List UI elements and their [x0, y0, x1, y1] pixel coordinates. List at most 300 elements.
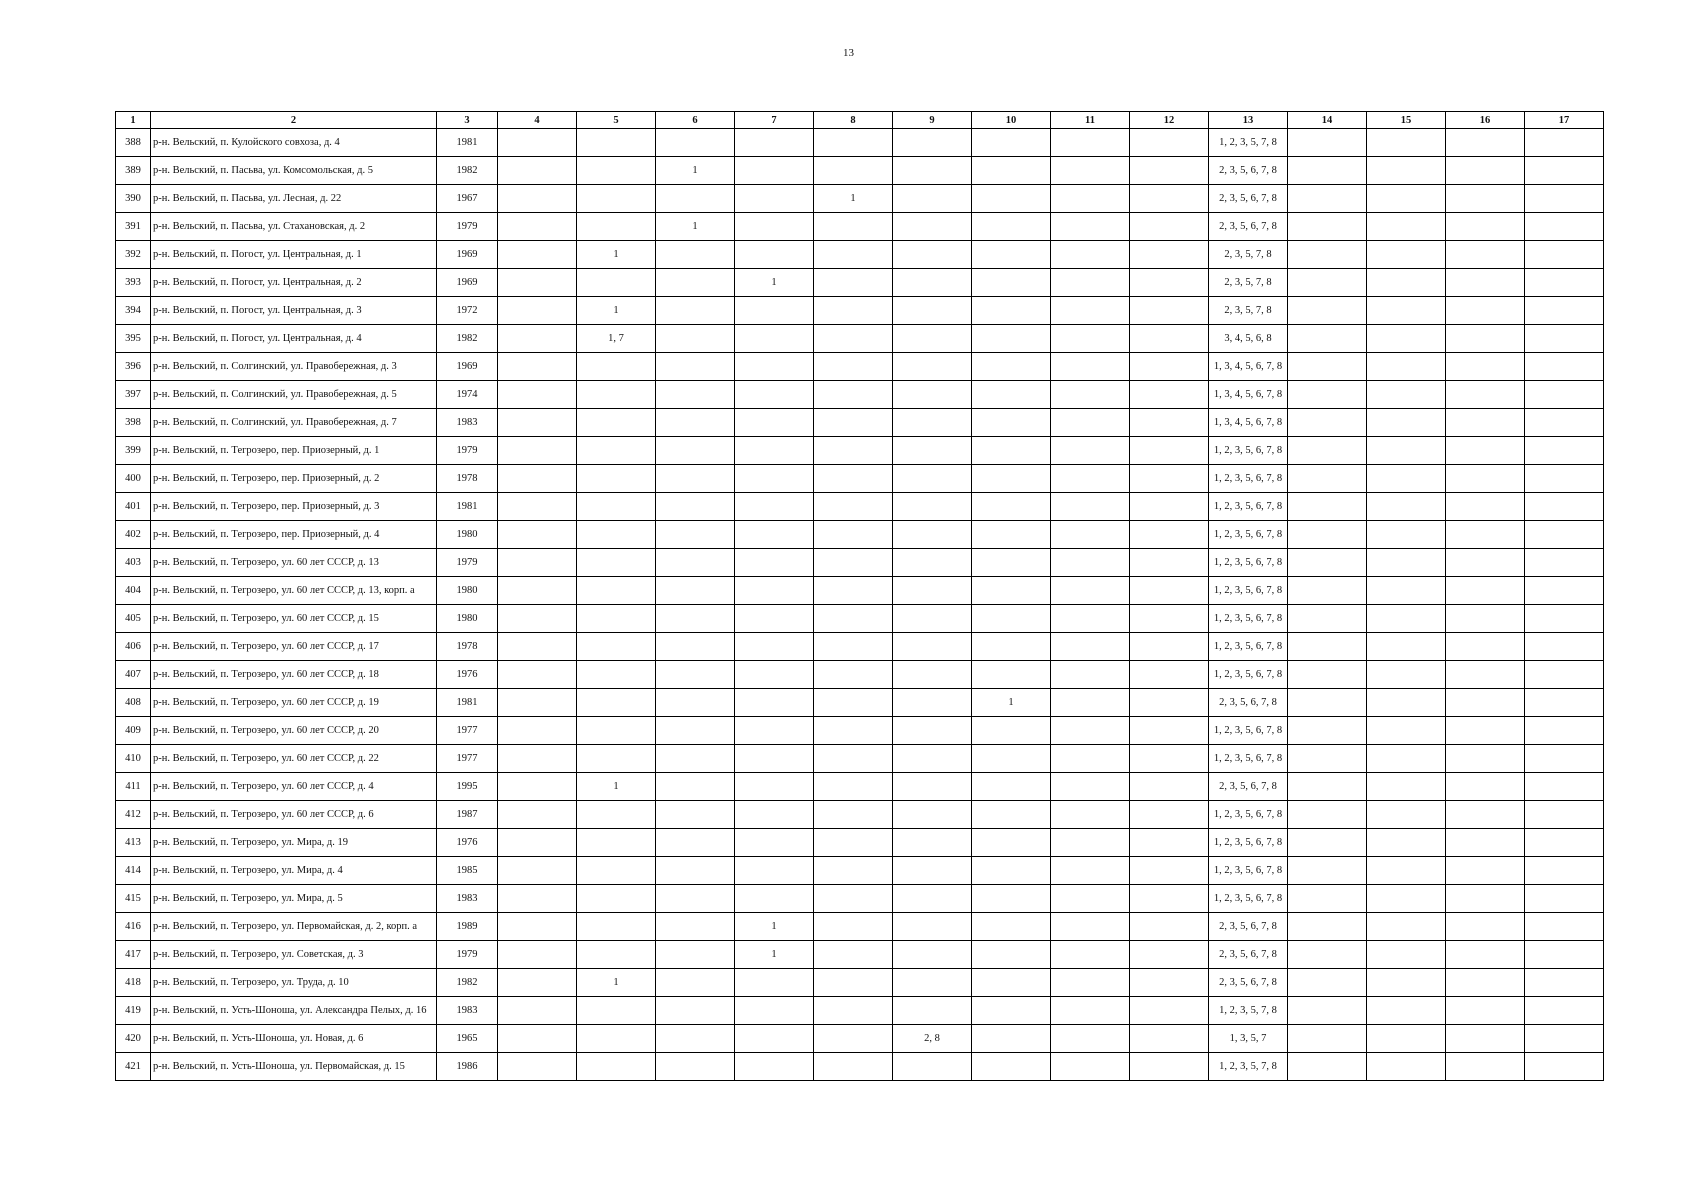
table-row — [116, 493, 1604, 521]
table-cell — [1288, 493, 1367, 521]
table-cell — [814, 857, 893, 885]
table-cell: 1, 2, 3, 5, 6, 7, 8 — [1209, 437, 1288, 465]
table-cell — [1288, 409, 1367, 437]
table-cell — [1446, 381, 1525, 409]
address-cell: р-н. Вельский, п. Тегрозеро, ул. Труда, д. 10 — [151, 969, 437, 997]
table-cell — [1288, 745, 1367, 773]
table-cell — [1130, 297, 1209, 325]
table-cell — [656, 605, 735, 633]
table-cell: 2, 3, 5, 6, 7, 8 — [1209, 689, 1288, 717]
table-cell — [1288, 941, 1367, 969]
table-cell — [1130, 465, 1209, 493]
table-cell — [972, 661, 1051, 689]
table-cell — [972, 717, 1051, 745]
table-cell — [735, 1025, 814, 1053]
table-cell — [498, 157, 577, 185]
table-cell — [498, 129, 577, 157]
table-cell — [577, 353, 656, 381]
table-cell: 1969 — [437, 269, 498, 297]
table-cell — [893, 801, 972, 829]
table-cell — [656, 185, 735, 213]
table-cell — [1446, 717, 1525, 745]
table-cell: 1, 2, 3, 5, 6, 7, 8 — [1209, 577, 1288, 605]
table-cell — [972, 521, 1051, 549]
table-cell — [1130, 857, 1209, 885]
table-cell — [656, 1053, 735, 1081]
table-cell — [1525, 325, 1604, 353]
table-cell — [1367, 493, 1446, 521]
table-cell: 1986 — [437, 1053, 498, 1081]
table-cell: 1978 — [437, 465, 498, 493]
table-cell — [1525, 409, 1604, 437]
table-cell — [1051, 409, 1130, 437]
table-row — [116, 913, 1604, 941]
table-cell — [1446, 661, 1525, 689]
table-cell — [577, 633, 656, 661]
table-cell — [814, 661, 893, 689]
table-row — [116, 773, 1604, 801]
table-cell — [1288, 297, 1367, 325]
table-cell — [1051, 857, 1130, 885]
table-cell — [972, 997, 1051, 1025]
table-row — [116, 661, 1604, 689]
column-header-3: 3 — [437, 112, 498, 129]
row-number-cell: 395 — [116, 325, 151, 353]
table-cell — [1367, 577, 1446, 605]
table-cell: 1 — [735, 941, 814, 969]
table-cell — [1288, 185, 1367, 213]
address-cell: р-н. Вельский, п. Тегрозеро, ул. Мира, д. 19 — [151, 829, 437, 857]
table-cell — [656, 437, 735, 465]
table-cell — [814, 353, 893, 381]
table-cell — [735, 605, 814, 633]
table-cell — [1288, 1025, 1367, 1053]
table-cell — [1130, 157, 1209, 185]
table-cell — [735, 465, 814, 493]
table-cell — [1051, 381, 1130, 409]
table-cell: 1 — [735, 913, 814, 941]
table-cell: 1980 — [437, 605, 498, 633]
table-cell — [814, 381, 893, 409]
table-cell — [893, 325, 972, 353]
table-cell — [1367, 409, 1446, 437]
table-cell — [1525, 885, 1604, 913]
table-cell — [814, 1053, 893, 1081]
table-cell — [735, 969, 814, 997]
table-cell — [1288, 521, 1367, 549]
table-cell — [1525, 997, 1604, 1025]
table-cell — [577, 745, 656, 773]
table-cell — [1446, 577, 1525, 605]
table-cell — [814, 409, 893, 437]
table-cell — [814, 829, 893, 857]
table-cell — [893, 521, 972, 549]
table-cell — [656, 801, 735, 829]
housing-registry-table — [115, 111, 1604, 1081]
table-cell — [1130, 129, 1209, 157]
table-cell: 2, 3, 5, 6, 7, 8 — [1209, 773, 1288, 801]
table-cell — [1525, 353, 1604, 381]
table-cell — [1446, 605, 1525, 633]
table-cell — [577, 465, 656, 493]
table-cell — [656, 885, 735, 913]
table-cell — [1130, 521, 1209, 549]
table-cell — [972, 241, 1051, 269]
table-cell — [1051, 661, 1130, 689]
table-row — [116, 605, 1604, 633]
table-row — [116, 409, 1604, 437]
table-cell — [893, 969, 972, 997]
row-number-cell: 414 — [116, 857, 151, 885]
table-cell — [972, 297, 1051, 325]
table-cell — [814, 1025, 893, 1053]
table-cell — [1446, 857, 1525, 885]
row-number-cell: 411 — [116, 773, 151, 801]
table-cell — [972, 325, 1051, 353]
table-cell: 2, 8 — [893, 1025, 972, 1053]
table-cell — [498, 829, 577, 857]
table-cell — [735, 801, 814, 829]
table-cell — [498, 521, 577, 549]
table-cell: 1969 — [437, 241, 498, 269]
table-cell — [577, 409, 656, 437]
table-cell — [1130, 1053, 1209, 1081]
table-cell — [893, 913, 972, 941]
table-cell — [1446, 185, 1525, 213]
table-cell — [972, 493, 1051, 521]
table-cell — [814, 577, 893, 605]
table-cell — [577, 577, 656, 605]
table-cell — [1367, 717, 1446, 745]
table-cell: 2, 3, 5, 7, 8 — [1209, 297, 1288, 325]
table-cell — [735, 549, 814, 577]
table-cell — [1130, 269, 1209, 297]
table-cell — [1130, 409, 1209, 437]
table-cell — [893, 409, 972, 437]
table-cell — [656, 969, 735, 997]
table-cell — [1130, 549, 1209, 577]
table-cell — [1051, 577, 1130, 605]
table-cell — [1367, 969, 1446, 997]
table-cell — [1446, 129, 1525, 157]
table-cell — [1446, 997, 1525, 1025]
table-cell — [893, 773, 972, 801]
table-cell — [735, 745, 814, 773]
row-number-cell: 409 — [116, 717, 151, 745]
table-cell — [1130, 829, 1209, 857]
table-cell — [656, 857, 735, 885]
table-cell: 1974 — [437, 381, 498, 409]
address-cell: р-н. Вельский, п. Тегрозеро, ул. Советская, д. 3 — [151, 941, 437, 969]
address-cell: р-н. Вельский, п. Тегрозеро, пер. Приозерный, д. 2 — [151, 465, 437, 493]
table-cell — [498, 689, 577, 717]
row-number-cell: 412 — [116, 801, 151, 829]
address-cell: р-н. Вельский, п. Тегрозеро, ул. 60 лет СССР, д. 19 — [151, 689, 437, 717]
table-cell: 1 — [814, 185, 893, 213]
row-number-cell: 397 — [116, 381, 151, 409]
table-cell — [893, 241, 972, 269]
table-cell — [498, 857, 577, 885]
table-cell — [1367, 353, 1446, 381]
table-cell — [1367, 801, 1446, 829]
table-cell — [577, 269, 656, 297]
table-cell — [893, 605, 972, 633]
table-cell — [893, 997, 972, 1025]
table-cell — [972, 1025, 1051, 1053]
table-cell — [498, 997, 577, 1025]
column-header-11: 11 — [1051, 112, 1130, 129]
row-number-cell: 399 — [116, 437, 151, 465]
table-cell — [972, 605, 1051, 633]
table-cell — [498, 913, 577, 941]
address-cell: р-н. Вельский, п. Солгинский, ул. Правобережная, д. 7 — [151, 409, 437, 437]
table-cell — [1525, 1025, 1604, 1053]
table-cell — [893, 941, 972, 969]
column-header-2: 2 — [151, 112, 437, 129]
table-cell: 2, 3, 5, 7, 8 — [1209, 241, 1288, 269]
table-row — [116, 437, 1604, 465]
table-cell — [1130, 241, 1209, 269]
table-cell — [735, 689, 814, 717]
table-cell — [498, 353, 577, 381]
table-cell: 1983 — [437, 997, 498, 1025]
table-cell — [498, 941, 577, 969]
row-number-cell: 416 — [116, 913, 151, 941]
row-number-cell: 413 — [116, 829, 151, 857]
table-cell — [735, 129, 814, 157]
table-cell — [814, 269, 893, 297]
table-cell — [814, 969, 893, 997]
table-cell — [1446, 521, 1525, 549]
table-cell — [735, 437, 814, 465]
row-number-cell: 396 — [116, 353, 151, 381]
table-cell — [1525, 941, 1604, 969]
address-cell: р-н. Вельский, п. Усть-Шоноша, ул. Новая, д. 6 — [151, 1025, 437, 1053]
table-cell — [1367, 605, 1446, 633]
table-cell — [814, 801, 893, 829]
table-cell — [1525, 801, 1604, 829]
table-cell: 1981 — [437, 129, 498, 157]
table-row — [116, 829, 1604, 857]
table-row — [116, 465, 1604, 493]
table-cell — [972, 437, 1051, 465]
address-cell: р-н. Вельский, п. Тегрозеро, ул. Первомайская, д. 2, корп. а — [151, 913, 437, 941]
table-cell — [1446, 269, 1525, 297]
table-cell — [498, 213, 577, 241]
row-number-cell: 391 — [116, 213, 151, 241]
table-cell — [1367, 689, 1446, 717]
address-cell: р-н. Вельский, п. Тегрозеро, ул. 60 лет СССР, д. 18 — [151, 661, 437, 689]
table-cell — [814, 689, 893, 717]
table-cell: 1967 — [437, 185, 498, 213]
table-cell — [1525, 241, 1604, 269]
table-cell — [893, 213, 972, 241]
table-cell — [972, 773, 1051, 801]
table-body — [116, 129, 1604, 1081]
table-cell — [1446, 465, 1525, 493]
table-cell: 1965 — [437, 1025, 498, 1053]
table-cell — [1367, 521, 1446, 549]
table-cell — [972, 801, 1051, 829]
table-cell — [1525, 745, 1604, 773]
address-cell: р-н. Вельский, п. Усть-Шоноша, ул. Первомайская, д. 15 — [151, 1053, 437, 1081]
table-cell — [1525, 129, 1604, 157]
table-cell — [1288, 241, 1367, 269]
table-cell — [1525, 493, 1604, 521]
table-cell — [1051, 269, 1130, 297]
table-cell — [577, 1025, 656, 1053]
table-cell — [1288, 157, 1367, 185]
table-cell — [972, 353, 1051, 381]
table-row — [116, 997, 1604, 1025]
row-number-cell: 408 — [116, 689, 151, 717]
table-cell — [1051, 689, 1130, 717]
table-cell — [1367, 633, 1446, 661]
table-cell: 1977 — [437, 717, 498, 745]
table-cell — [814, 241, 893, 269]
table-cell — [656, 241, 735, 269]
table-cell — [1130, 1025, 1209, 1053]
table-cell — [735, 577, 814, 605]
table-cell — [1130, 577, 1209, 605]
table-cell — [1288, 213, 1367, 241]
table-cell — [656, 745, 735, 773]
address-cell: р-н. Вельский, п. Погост, ул. Центральная, д. 3 — [151, 297, 437, 325]
table-cell — [972, 829, 1051, 857]
row-number-cell: 418 — [116, 969, 151, 997]
table-cell: 1995 — [437, 773, 498, 801]
table-cell — [1288, 605, 1367, 633]
table-cell: 1979 — [437, 549, 498, 577]
address-cell: р-н. Вельский, п. Усть-Шоноша, ул. Александра Пелых, д. 16 — [151, 997, 437, 1025]
table-cell: 1, 2, 3, 5, 6, 7, 8 — [1209, 605, 1288, 633]
table-cell — [735, 241, 814, 269]
table-row — [116, 157, 1604, 185]
table-cell — [1130, 213, 1209, 241]
table-cell: 1981 — [437, 689, 498, 717]
address-cell: р-н. Вельский, п. Тегрозеро, ул. 60 лет СССР, д. 20 — [151, 717, 437, 745]
table-cell — [735, 325, 814, 353]
table-cell — [814, 157, 893, 185]
table-cell: 1, 2, 3, 5, 6, 7, 8 — [1209, 717, 1288, 745]
table-cell — [656, 521, 735, 549]
table-cell — [1367, 829, 1446, 857]
table-cell — [1051, 129, 1130, 157]
table-cell — [498, 773, 577, 801]
table-cell — [1367, 157, 1446, 185]
table-cell — [1525, 633, 1604, 661]
table-cell — [972, 745, 1051, 773]
table-cell — [1367, 381, 1446, 409]
table-row — [116, 549, 1604, 577]
table-cell — [577, 129, 656, 157]
table-cell — [1051, 885, 1130, 913]
address-cell: р-н. Вельский, п. Солгинский, ул. Правобережная, д. 5 — [151, 381, 437, 409]
table-row — [116, 185, 1604, 213]
table-cell: 1 — [577, 241, 656, 269]
table-cell — [1367, 997, 1446, 1025]
table-cell — [735, 997, 814, 1025]
table-cell — [1051, 521, 1130, 549]
address-cell: р-н. Вельский, п. Тегрозеро, ул. 60 лет СССР, д. 13, корп. а — [151, 577, 437, 605]
table-cell — [1525, 185, 1604, 213]
row-number-cell: 419 — [116, 997, 151, 1025]
table-cell — [656, 381, 735, 409]
table-cell — [972, 409, 1051, 437]
table-cell: 1, 3, 4, 5, 6, 7, 8 — [1209, 381, 1288, 409]
table-cell — [1525, 437, 1604, 465]
column-header-14: 14 — [1288, 112, 1367, 129]
column-header-12: 12 — [1130, 112, 1209, 129]
table-cell — [814, 941, 893, 969]
table-cell — [1051, 997, 1130, 1025]
table-cell — [1446, 241, 1525, 269]
table-cell — [735, 773, 814, 801]
table-cell: 1978 — [437, 633, 498, 661]
table-cell — [1446, 773, 1525, 801]
row-number-cell: 406 — [116, 633, 151, 661]
table-cell — [1367, 857, 1446, 885]
table-cell — [972, 157, 1051, 185]
table-cell — [735, 521, 814, 549]
address-cell: р-н. Вельский, п. Пасьва, ул. Комсомольская, д. 5 — [151, 157, 437, 185]
column-header-7: 7 — [735, 112, 814, 129]
table-cell — [577, 857, 656, 885]
table-cell — [1525, 157, 1604, 185]
table-cell — [1288, 577, 1367, 605]
address-cell: р-н. Вельский, п. Тегрозеро, ул. 60 лет СССР, д. 4 — [151, 773, 437, 801]
table-cell: 1, 3, 4, 5, 6, 7, 8 — [1209, 409, 1288, 437]
table-cell: 1982 — [437, 325, 498, 353]
table-row — [116, 857, 1604, 885]
table-cell — [1367, 773, 1446, 801]
table-cell — [577, 605, 656, 633]
table-cell — [893, 269, 972, 297]
table-cell — [1367, 745, 1446, 773]
table-cell — [1446, 941, 1525, 969]
table-cell — [577, 997, 656, 1025]
table-cell — [1051, 941, 1130, 969]
row-number-cell: 410 — [116, 745, 151, 773]
table-row — [116, 521, 1604, 549]
table-cell — [1130, 941, 1209, 969]
row-number-cell: 400 — [116, 465, 151, 493]
table-cell: 1, 2, 3, 5, 6, 7, 8 — [1209, 885, 1288, 913]
table-cell: 1, 2, 3, 5, 7, 8 — [1209, 997, 1288, 1025]
table-cell — [1288, 633, 1367, 661]
table-cell — [1288, 801, 1367, 829]
table-cell — [1446, 353, 1525, 381]
table-cell — [735, 717, 814, 745]
table-cell — [577, 829, 656, 857]
table-cell — [735, 857, 814, 885]
table-cell — [498, 241, 577, 269]
table-cell — [893, 717, 972, 745]
table-cell — [498, 717, 577, 745]
table-row — [116, 633, 1604, 661]
table-cell — [1130, 381, 1209, 409]
table-cell — [814, 633, 893, 661]
table-cell — [972, 129, 1051, 157]
address-cell: р-н. Вельский, п. Тегрозеро, ул. 60 лет СССР, д. 15 — [151, 605, 437, 633]
table-cell — [814, 997, 893, 1025]
table-cell — [1525, 1053, 1604, 1081]
table-cell — [735, 885, 814, 913]
table-cell — [656, 773, 735, 801]
address-cell: р-н. Вельский, п. Пасьва, ул. Стахановская, д. 2 — [151, 213, 437, 241]
table-row — [116, 1025, 1604, 1053]
table-cell: 1, 2, 3, 5, 7, 8 — [1209, 129, 1288, 157]
